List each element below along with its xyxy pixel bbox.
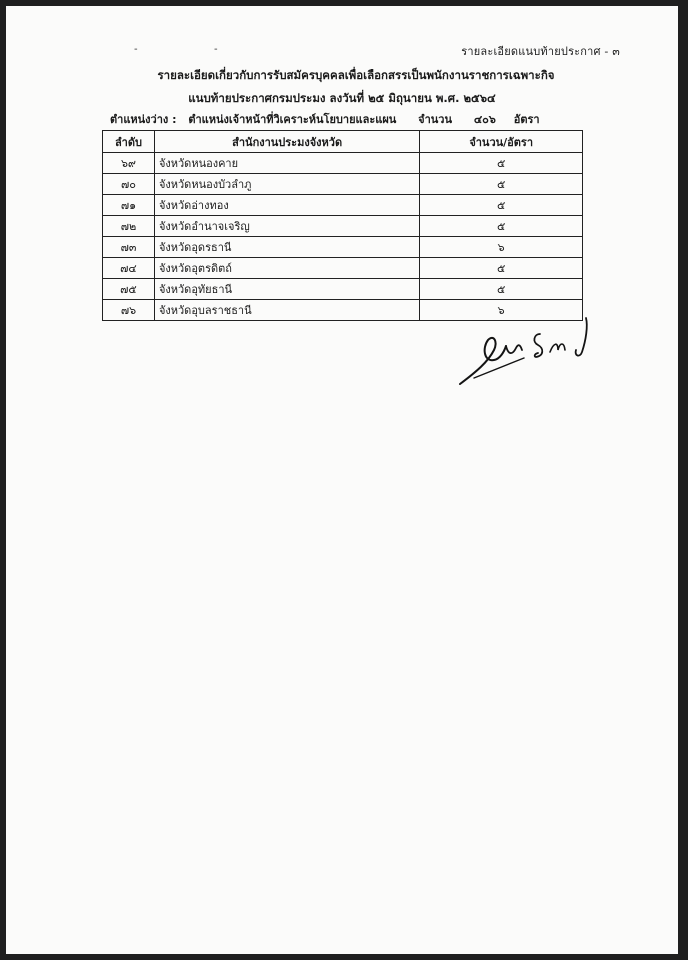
- count-label: จำนวน: [418, 113, 452, 126]
- table-row: [103, 237, 583, 258]
- row-seq: ๗๑: [103, 195, 155, 216]
- row-count: ๕: [420, 258, 583, 279]
- document-page: [6, 6, 678, 954]
- row-count: ๕: [420, 174, 583, 195]
- row-seq: ๗๒: [103, 216, 155, 237]
- table-row: [103, 153, 583, 174]
- position-label: ตำแหน่งว่าง :: [110, 113, 177, 126]
- row-count: ๕: [420, 195, 583, 216]
- document-subtitle: แนบท้ายประกาศกรมประมง ลงวันที่ ๒๕ มิถุนายน พ.ศ. ๒๕๖๔: [188, 91, 496, 105]
- table-row: [103, 279, 583, 300]
- table-header-row: [103, 131, 583, 153]
- quota-table: [102, 130, 583, 321]
- position-name: ตำแหน่งเจ้าหน้าที่วิเคราะห์นโยบายและแผน: [188, 113, 397, 126]
- dash-mark: -: [214, 44, 218, 55]
- row-seq: ๗๕: [103, 279, 155, 300]
- row-count: ๕: [420, 216, 583, 237]
- table-row: [103, 174, 583, 195]
- row-office: จังหวัดหนองคาย: [154, 153, 419, 174]
- header-seq: ลำดับ: [103, 131, 155, 153]
- row-office: จังหวัดอ่างทอง: [154, 195, 419, 216]
- row-office: จังหวัดอุตรดิตถ์: [154, 258, 419, 279]
- table-row: [103, 195, 583, 216]
- position-line: [110, 110, 548, 128]
- row-office: จังหวัดอุบลราชธานี: [154, 300, 419, 321]
- header-reference: รายละเอียดแนบท้ายประกาศ - ๓: [461, 45, 620, 58]
- row-seq: ๗๖: [103, 300, 155, 321]
- table-row: [103, 258, 583, 279]
- row-seq: ๖๙: [103, 153, 155, 174]
- row-office: จังหวัดอุทัยธานี: [154, 279, 419, 300]
- row-count: ๕: [420, 279, 583, 300]
- header-office: สำนักงานประมงจังหวัด: [154, 131, 419, 153]
- row-office: จังหวัดอำนาจเจริญ: [154, 216, 419, 237]
- row-office: จังหวัดอุดรธานี: [154, 237, 419, 258]
- count-value: ๔๐๖: [473, 113, 496, 126]
- row-seq: ๗๔: [103, 258, 155, 279]
- dash-mark: -: [134, 44, 138, 55]
- table-row: [103, 216, 583, 237]
- count-unit: อัตรา: [513, 113, 540, 126]
- row-count: ๖: [420, 237, 583, 258]
- header-count: จำนวน/อัตรา: [420, 131, 583, 153]
- row-count: ๖: [420, 300, 583, 321]
- row-seq: ๗๓: [103, 237, 155, 258]
- row-count: ๕: [420, 153, 583, 174]
- row-office: จังหวัดหนองบัวลำภู: [154, 174, 419, 195]
- document-title: รายละเอียดเกี่ยวกับการรับสมัครบุคคลเพื่อเลือกสรรเป็นพนักงานราชการเฉพาะกิจ: [157, 68, 555, 82]
- handwritten-signature: [454, 312, 604, 392]
- row-seq: ๗๐: [103, 174, 155, 195]
